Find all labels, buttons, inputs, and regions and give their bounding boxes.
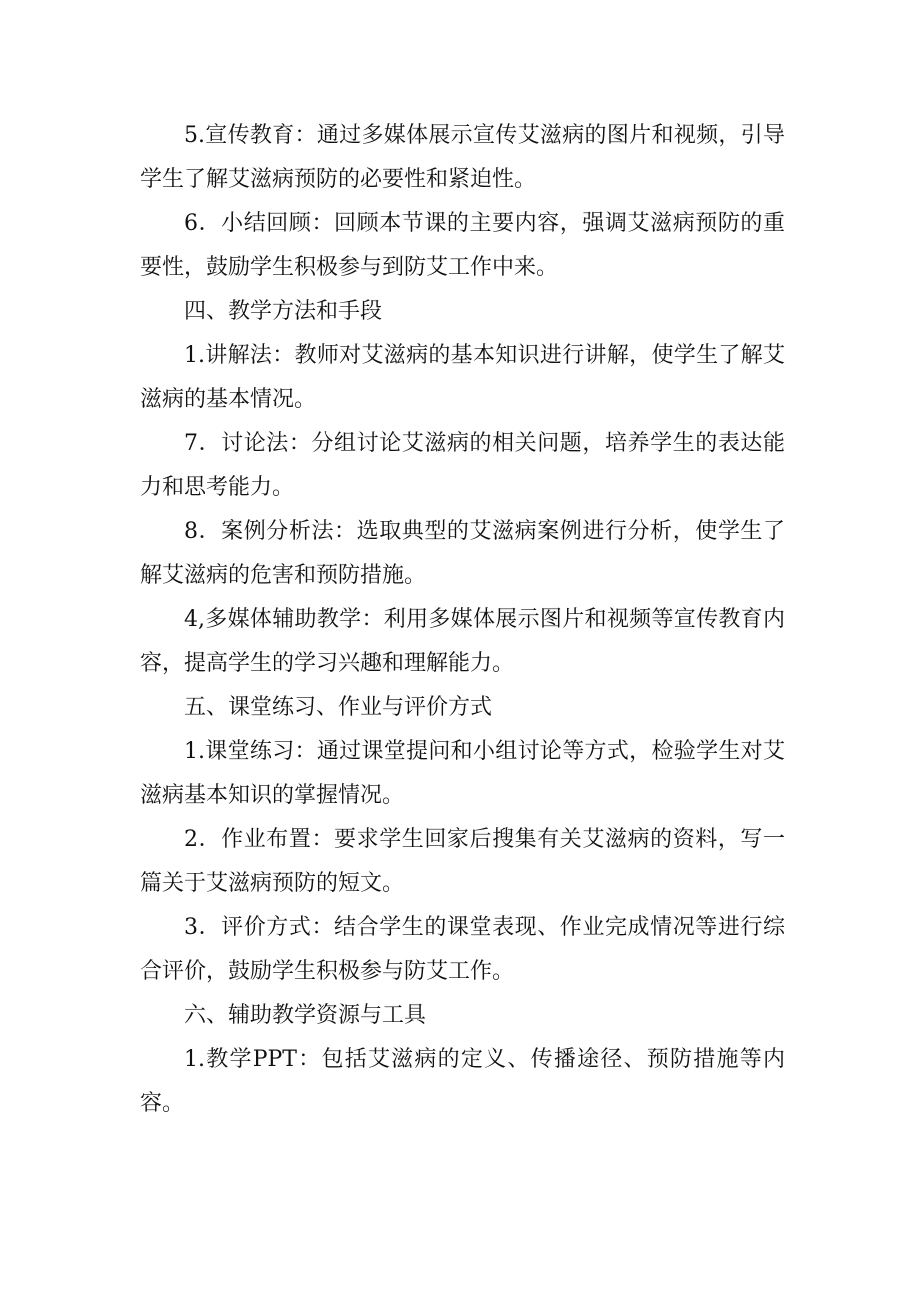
paragraph-class-practice: 1.课堂练习：通过课堂提问和小组讨论等方式，检验学生对艾滋病基本知识的掌握情况。: [140, 739, 785, 808]
section-heading-resources: 六、辅助教学资源与工具: [184, 1003, 427, 1028]
paragraph-item-6-summary: 6．小结回顾：回顾本节课的主要内容，强调艾滋病预防的重要性，鼓励学生积极参与到防艾工作中来。: [140, 211, 785, 280]
paragraph-discussion-method: 7．讨论法：分组讨论艾滋病的相关问题，培养学生的表达能力和思考能力。: [140, 431, 785, 500]
paragraph-case-analysis-method: 8．案例分析法：选取典型的艾滋病案例进行分析，使学生了解艾滋病的危害和预防措施。: [140, 519, 785, 588]
document-body: [140, 114, 785, 1126]
paragraph-homework: 2．作业布置：要求学生回家后搜集有关艾滋病的资料，写一篇关于艾滋病预防的短文。: [140, 827, 785, 896]
section-heading-exercises: 五、课堂练习、作业与评价方式: [184, 695, 493, 720]
paragraph-teaching-ppt: 1.教学PPT：包括艾滋病的定义、传播途径、预防措施等内容。: [140, 1047, 785, 1116]
paragraph-item-5-publicity: 5.宣传教育：通过多媒体展示宣传艾滋病的图片和视频，引导学生了解艾滋病预防的必要性和紧迫性。: [140, 123, 785, 192]
paragraph-lecture-method: 1.讲解法：教师对艾滋病的基本知识进行讲解，使学生了解艾滋病的基本情况。: [140, 343, 785, 412]
paragraph-multimedia-method: 4,多媒体辅助教学：利用多媒体展示图片和视频等宣传教育内容，提高学生的学习兴趣和理解能力。: [140, 607, 785, 676]
section-heading-methods: 四、教学方法和手段: [184, 299, 383, 324]
paragraph-evaluation: 3．评价方式：结合学生的课堂表现、作业完成情况等进行综合评价，鼓励学生积极参与防艾工作。: [140, 915, 785, 984]
